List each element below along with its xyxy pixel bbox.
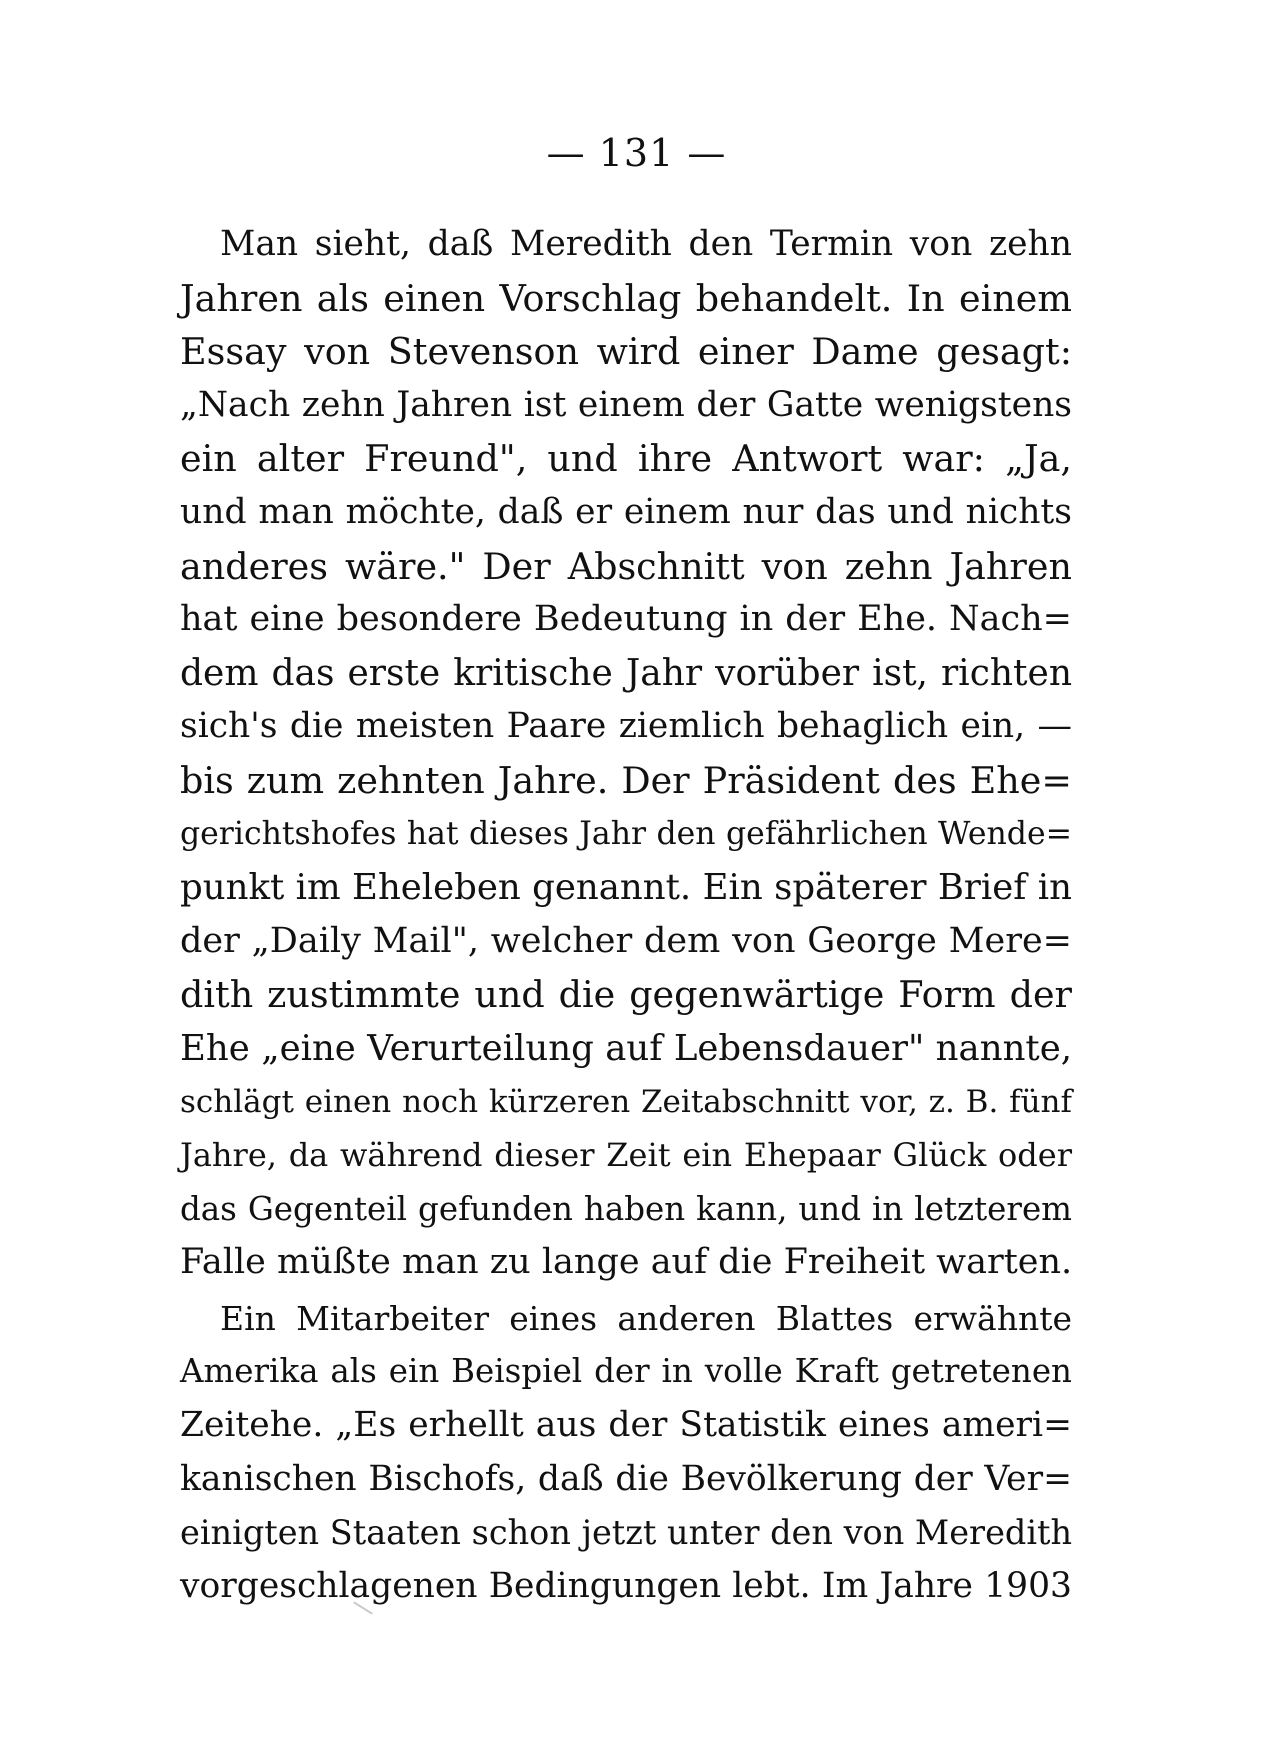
text-line: und man möchte, daß er einem nur das und nichts: [180, 491, 1072, 532]
text-line: hat eine besondere Bedeutung in der Ehe. Nach=: [180, 599, 1072, 640]
text-line: vorgeschlagenen Bedingungen lebt. Im Jahre 1903: [180, 1565, 1072, 1606]
text-line: einigten Staaten schon jetzt unter den von Meredith: [180, 1513, 1073, 1553]
text-line: ein alter Freund", und ihre Antwort war: „Ja,: [180, 437, 1072, 481]
text-line: Falle müßte man zu lange auf die Freiheit warten.: [180, 1242, 1073, 1283]
text-line: Jahren als einen Vorschlag behandelt. In einem: [180, 276, 1072, 320]
text-line: Amerika als ein Beispiel der in volle Kraft getretenen: [180, 1352, 1072, 1391]
text-line: Ehe „eine Verurteilung auf Lebensdauer" nannte,: [180, 1027, 1072, 1069]
text-line: sich's die meisten Paare ziemlich behaglich ein, —: [180, 706, 1072, 747]
text-line: kanischen Bischofs, daß die Bevölkerung der Ver=: [180, 1458, 1072, 1499]
text-line: Man sieht, daß Meredith den Termin von zehn: [220, 224, 1072, 264]
text-line: dem das erste kritische Jahr vorüber ist, richten: [180, 652, 1072, 694]
text-line: bis zum zehnten Jahre. Der Präsident des Ehe=: [180, 758, 1072, 802]
text-line: der „Daily Mail", welcher dem von George Mere=: [180, 920, 1072, 961]
text-line: punkt im Eheleben genannt. Ein späterer Brief in: [180, 867, 1072, 909]
body-text: [180, 218, 1072, 1613]
paragraph-2: [180, 1292, 1072, 1614]
paragraph-1: [180, 218, 1072, 1290]
text-line: Essay von Stevenson wird einer Dame gesagt:: [180, 330, 1072, 374]
text-line: dith zustimmte und die gegenwärtige Form der: [180, 973, 1072, 1017]
text-line: „Nach zehn Jahren ist einem der Gatte wenigstens: [180, 384, 1072, 425]
text-line: Zeitehe. „Es erhellt aus der Statistik eines ameri=: [180, 1405, 1072, 1446]
text-line: Jahre, da während dieser Zeit ein Ehepaar Glück oder: [180, 1136, 1072, 1175]
page-number: — 131 —: [546, 131, 727, 175]
text-line: schlägt einen noch kürzeren Zeitabschnitt vor, z. B. fünf: [180, 1083, 1072, 1120]
text-line: Ein Mitarbeiter eines anderen Blattes erwähnte: [220, 1298, 1072, 1338]
text-line: gerichtshofes hat dieses Jahr den gefährlichen Wende=: [180, 815, 1072, 852]
text-line: anderes wäre." Der Abschnitt von zehn Jahren: [180, 544, 1072, 588]
text-line: das Gegenteil gefunden haben kann, und in letzterem: [180, 1189, 1072, 1228]
